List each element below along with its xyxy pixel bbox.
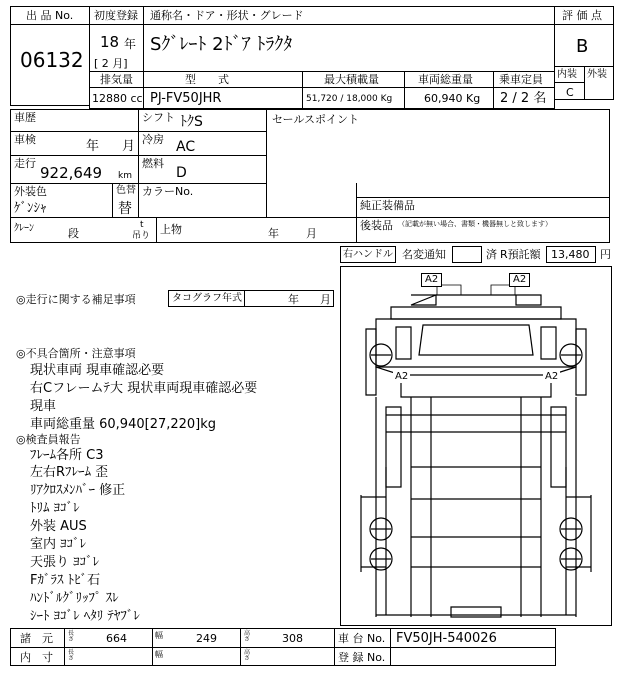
- inspector-line: ｼｰﾄ ﾖｺﾞﾚ ﾍﾀﾘ ﾃﾔﾌﾞﾚ: [30, 609, 140, 624]
- displacement: 12880 cc: [92, 92, 143, 105]
- defect-line: 右Cフレームﾃ大 現状車両現車確認必要: [30, 381, 258, 396]
- inspector-line: Fｶﾞﾗｽ ﾄﾋﾞ石: [30, 573, 101, 588]
- color-no-label: カラーNo.: [142, 185, 194, 198]
- history-label: 車歴: [14, 111, 36, 124]
- ext-color: ｹﾞﾝｼｬ: [14, 201, 47, 216]
- damage-mark: A2: [395, 371, 409, 382]
- crane-ton-unit: t: [140, 220, 144, 230]
- registration-label: 登 録 No.: [338, 651, 386, 664]
- cab-body: [376, 319, 576, 367]
- model-code-label: 型 式: [185, 73, 229, 86]
- mileage: 922,649: [40, 164, 103, 182]
- interior-grade: C: [566, 86, 574, 99]
- doc-label: 済: [486, 248, 497, 261]
- tacho-year-unit: 年: [288, 293, 299, 306]
- model-code: PJ-FV50JHR: [150, 91, 222, 106]
- inspector-line: ﾄﾘﾑ ﾖｺﾞﾚ: [30, 501, 80, 516]
- inspector-label: ◎検査員報告: [16, 433, 81, 446]
- body-month-unit: 月: [306, 227, 317, 240]
- name-change-box: [452, 246, 482, 263]
- length-label: 長さ: [68, 630, 75, 643]
- color-change: 替: [118, 201, 132, 217]
- first-reg-year-unit: 年: [124, 37, 137, 51]
- inspector-line: 天張り ﾖｺﾞﾚ: [30, 555, 100, 570]
- interior-label: 内装: [557, 69, 577, 80]
- inspector-line: ﾘｱｸﾛｽﾒﾝﾊﾞｰ 修正: [30, 483, 126, 498]
- crane-label: ｸﾚｰﾝ: [14, 223, 34, 234]
- interior-dim-label: 内 寸: [20, 651, 53, 664]
- grade-label: 評 価 点: [562, 9, 602, 22]
- color-change-label: 色替: [116, 185, 136, 196]
- defect-line: 現車: [30, 399, 57, 414]
- max-load: 51,720 / 18,000 Kg: [306, 94, 393, 104]
- frame-rail-right: [521, 397, 541, 617]
- ac-label: 冷房: [142, 133, 164, 146]
- shift-label: シフト: [142, 111, 175, 124]
- defect-line: 車両総重量 60,940[27,220]kg: [30, 417, 217, 432]
- height-value: 308: [282, 632, 303, 645]
- displacement-label: 排気量: [100, 73, 133, 86]
- defect-line: 現状車両 現車確認必要: [30, 363, 165, 378]
- inspection-label: 車検: [14, 133, 36, 146]
- max-load-label: 最大積載量: [324, 73, 379, 86]
- inspection-month-unit: 月: [122, 139, 136, 154]
- inspector-line: ﾊﾝﾄﾞﾙｸﾞﾘｯﾌﾟ ｽﾚ: [30, 591, 119, 606]
- std-equipment-label: 純正装備品: [360, 199, 415, 212]
- mileage-unit: km: [118, 171, 132, 181]
- first-reg-year: 18: [100, 33, 120, 51]
- recycle-label: R預託額: [500, 248, 541, 261]
- defects-label: ◎不具合箇所・注意事項: [16, 347, 136, 360]
- model-name-label: 通称名・ドア・形状・グレード: [150, 9, 304, 22]
- inspector-line: 左右Rﾌﾚｰﾑ 歪: [30, 465, 109, 480]
- inspector-line: 室内 ﾖｺﾞﾚ: [30, 537, 87, 552]
- in-length-label: 長さ: [68, 649, 75, 662]
- dimensions-label: 諸 元: [20, 632, 53, 645]
- frame-rail-left: [411, 397, 431, 617]
- exterior-label: 外装: [587, 69, 607, 80]
- width-label: 幅: [155, 631, 163, 640]
- yen-unit: 円: [600, 248, 611, 261]
- mileage-label: 走行: [14, 157, 36, 170]
- crane-stage-unit: 段: [68, 227, 79, 240]
- body-year-unit: 年: [268, 227, 279, 240]
- grade-value: B: [576, 36, 589, 57]
- truck-diagram-svg: [341, 267, 611, 625]
- gross-weight: 60,940 Kg: [424, 92, 481, 105]
- inspection-year-unit: 年: [86, 139, 100, 154]
- damage-diagram: [340, 266, 612, 626]
- ext-color-label: 外装色: [14, 185, 47, 198]
- tacho-month-unit: 月: [320, 293, 331, 306]
- cab-roof: [391, 307, 561, 319]
- fuel-label: 燃料: [142, 157, 164, 170]
- crane-hook-unit: 吊り: [132, 231, 151, 241]
- name-change-label: 名変通知: [402, 248, 446, 261]
- damage-mark: A2: [545, 371, 559, 382]
- in-height-label: 高さ: [244, 649, 251, 662]
- in-width-label: 幅: [155, 650, 163, 659]
- right-hand-label: 右ハンドル: [343, 249, 393, 260]
- length-value: 664: [106, 632, 127, 645]
- gross-weight-label: 車両総重量: [418, 73, 473, 86]
- aftermarket-note: （記載が無い場合、書類・機器無しと致します）: [398, 220, 552, 228]
- damage-mark: A2: [509, 273, 530, 287]
- first-reg-month: [ 2 月]: [94, 57, 128, 70]
- width-value: 249: [196, 632, 217, 645]
- model-name: Sｸﾞﾚｰﾄ 2ﾄﾞｱ ﾄﾗｸﾀ: [150, 34, 293, 55]
- fuel-value: D: [176, 165, 187, 181]
- sales-point-label: セールスポイント: [272, 113, 360, 126]
- height-label: 高さ: [244, 630, 251, 643]
- damage-mark: A2: [421, 273, 442, 287]
- windshield: [419, 325, 533, 355]
- first-reg-label: 初度登録: [94, 9, 138, 22]
- shift-value: ﾄｸS: [180, 114, 203, 130]
- lot-no-label: 出 品 No.: [26, 9, 74, 22]
- ac-value: AC: [176, 139, 196, 155]
- lot-no: 06132: [20, 48, 84, 72]
- capacity: 2 / 2 名: [500, 91, 547, 106]
- cab-outline: [411, 295, 541, 305]
- aftermarket-label: 後装品: [360, 219, 393, 232]
- inspector-line: ﾌﾚｰﾑ各所 C3: [30, 448, 104, 463]
- body-label: 上物: [160, 223, 182, 236]
- chassis-value: FV50JH-540026: [396, 631, 497, 646]
- tacho-label: タコグラフ年式: [172, 293, 242, 304]
- driving-note-label: ◎走行に関する補足事項: [16, 293, 136, 306]
- capacity-label: 乗車定員: [499, 73, 543, 86]
- inspector-line: 外装 AUS: [30, 519, 87, 534]
- recycle-amount: 13,480: [551, 248, 590, 261]
- chassis-label: 車 台 No.: [338, 632, 386, 645]
